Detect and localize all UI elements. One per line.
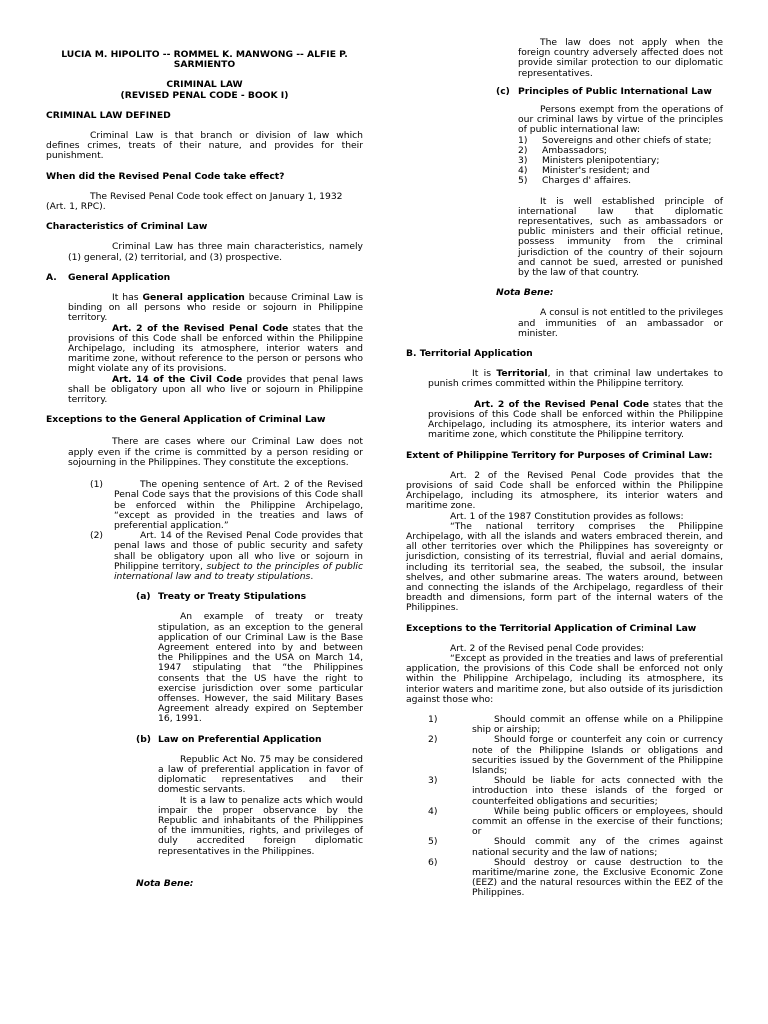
- nota-bene-left: Nota Bene:: [136, 877, 194, 889]
- right-column: [406, 38, 723, 899]
- pil-item-1-text: Sovereigns and other chiefs of state;: [542, 134, 712, 146]
- pil-item-3-num: 3): [518, 155, 528, 167]
- ga-p2-c: states that the provisions of this Code shall be enforced within the Philippine Archipelago, including its atmosphere, interior waters and maritime zone, without reference to the person or persons who might violate any of its provisions.: [68, 322, 363, 375]
- ta-p2-b: Art. 2 of the Revised Penal Code: [474, 398, 649, 410]
- general-application-p3: [46, 375, 363, 406]
- territorial-exception-3-text: Should be liable for acts connected with the introduction into these islands of the forged or counterfeited obligations and securities;: [472, 775, 723, 807]
- heading-territorial-application: B. Territorial Application: [406, 348, 533, 360]
- pil-item-2-num: 2): [518, 144, 528, 156]
- pil-item-5: [518, 176, 723, 186]
- ga-p1-a: It has: [112, 292, 143, 304]
- treaty-label: (a): [136, 591, 151, 603]
- territorial-exception-2-num: 2): [428, 734, 438, 746]
- effectivity-text: The Revised Penal Code took effect on January 1, 1932 (Art. 1, RPC).: [46, 190, 343, 213]
- general-application-p2: [46, 324, 363, 375]
- heading-exceptions-general: Exceptions to the General Application of Criminal Law: [46, 414, 326, 426]
- exception-item-2-text-a: Art. 14 of the Revised Penal Code provides that penal laws and those of public security and safety shall be obligatory upon all who live or sojourn in Philippine territory,: [114, 530, 363, 572]
- pil-text-2: It is well established principle of international law that diplomatic representatives, such as ambassadors or public ministers and their official retinue, possess immunity from the criminal jurisdiction of the country of their sojourn and cannot be sued, arrested or punished by the law of that country.: [518, 195, 723, 279]
- ta-p2-c: states that the provisions of this Code shall be enforced within the Philippine Archipelago, including its atmosphere, its interior waters and maritime zone, which constitute the Philippine territory.: [428, 398, 723, 441]
- heading-treaty: [46, 592, 363, 602]
- ta-p1-b: Territorial: [496, 368, 548, 380]
- ga-p1-c: because Criminal Law is binding on all persons who reside or sojourn in Philippine territory.: [68, 292, 363, 324]
- right-top-text: The law does not apply when the foreign country adversely affected does not provide similar protection to our diplomatic representatives.: [518, 37, 723, 79]
- ga-p1-b: General application: [142, 292, 245, 304]
- territorial-exception-1-num: 1): [428, 713, 438, 725]
- pil-label: (c): [496, 85, 510, 97]
- pil-item-5-text: Charges d' affaires.: [542, 175, 632, 187]
- section-letter-a: A.: [46, 271, 57, 283]
- territorial-exception-2-text: Should forge or counterfeit any coin or currency note of the Philippine Islands or obligations and securities issued by the Government of the Philippine Islands;: [472, 734, 723, 776]
- territorial-exception-6-num: 6): [428, 856, 438, 868]
- heading-characteristics: Characteristics of Criminal Law: [46, 221, 208, 233]
- preferential-text-2: It is a law to penalize acts which would impair the proper observance by the Republic and inhabitants of the Philippines of the immunities, rights, and privileges of duly accredited foreign diplomatic representatives in the Philippines.: [158, 794, 363, 857]
- territorial-p1: [406, 369, 723, 389]
- pil-list: [406, 136, 723, 187]
- exception-item-1-text: The opening sentence of Art. 2 of the Revised Penal Code says that the provisions of this Code shall be enforced within the Philippine Archipelago, “except as provided in the treaties and laws of preferential application.”: [114, 479, 363, 531]
- territorial-exception-6: [406, 858, 723, 899]
- doc-subtitle: (REVISED PENAL CODE - BOOK I): [120, 89, 289, 101]
- exception-item-1: [46, 480, 363, 531]
- doc-title: CRIMINAL LAW: [166, 79, 243, 91]
- nota-bene-right: Nota Bene:: [496, 287, 554, 299]
- exception-item-2: [46, 531, 363, 582]
- ga-p3-b: Art. 14 of the Civil Code: [112, 373, 243, 385]
- preferential-text-1: Republic Act No. 75 may be considered a law of preferential application in favor of diplomatic representatives and their domestic servants.: [158, 753, 363, 796]
- treaty-heading: Treaty or Treaty Stipulations: [158, 591, 307, 603]
- exception-item-2-text-italic: subject to the principles of public international law and to treaty stipulations: [114, 560, 363, 582]
- pil-item-4-text: Minister's resident; and: [542, 165, 650, 177]
- treaty-text: An example of treaty or treaty stipulation, as an exception to the general application of our Criminal Law is the Base Agreement entered into by and between the Philippines and the USA on March 14, 1947 stipulating that “the Philippines consents that the US have the right to exercise jurisdiction over some particular offenses. However, the said Military Bases Agreement already expired on September 16, 1991.: [158, 611, 363, 725]
- section-title-a: General Application: [68, 271, 171, 283]
- territorial-exception-3-num: 3): [428, 775, 438, 787]
- pil-item-2-text: Ambassadors;: [542, 144, 608, 156]
- exception-item-1-num: (1): [90, 479, 104, 491]
- pil-item-1-num: 1): [518, 134, 528, 146]
- exception-item-2-text-end: .: [310, 570, 314, 582]
- territorial-exception-5-num: 5): [428, 836, 438, 848]
- exceptions-territorial-p1: Art. 2 of the Revised penal Code provides:: [450, 642, 645, 654]
- authors: LUCIA M. HIPOLITO -- ROMMEL K. MANWONG -- ALFIE P. SARMIENTO: [61, 49, 348, 71]
- territorial-exception-2: [406, 735, 723, 776]
- preferential-heading: Law on Preferential Application: [158, 733, 322, 745]
- nota-bene-text: A consul is not entitled to the privileges and immunities of an ambassador or minister.: [518, 307, 723, 339]
- preferential-label: (b): [136, 733, 151, 745]
- ga-p3-c: provides that penal laws shall be obligatory upon all who live or sojourn in Philippine territory.: [68, 373, 363, 406]
- defined-text: Criminal Law is that branch or division of law which defines crimes, treats of their nature, and provides for their punishment.: [46, 130, 363, 162]
- territorial-exception-4: [406, 807, 723, 838]
- characteristics-text: Criminal Law has three main characteristics, namely (1) general, (2) territorial, and (3) prospective.: [68, 241, 363, 263]
- heading-extent-territory: Extent of Philippine Territory for Purposes of Criminal Law:: [406, 449, 713, 461]
- general-application-p1: [46, 293, 363, 324]
- territorial-p2: [406, 400, 723, 441]
- exceptions-general-text: There are cases where our Criminal Law does not apply even if the crime is committed by a person residing or sojourning in the Philippines. They constitute the exceptions.: [68, 436, 363, 468]
- territorial-exception-3: [406, 776, 723, 807]
- extent-p3: “The national territory comprises the Philippine Archipelago, with all the islands and waters embraced therein, and all other territories over which the Philippines has sovereignty or jurisdiction, consisting of its terrestrial, fluvial and aerial domains, including its territorial sea, the seabed, the subsoil, the insular shelves, and other submarine areas. The waters around, between and connecting the islands of the Archipelago, regardless of their breadth and dimensions, form part of the internal waters of the Philippines.: [406, 520, 723, 614]
- extent-p2: Art. 1 of the 1987 Constitution provides as follows:: [450, 510, 684, 522]
- exceptions-territorial-p2: “Except as provided in the treaties and laws of preferential application, the provisions of this Code shall be enforced not only within the Philippine Archipelago, including its atmosphere, its interior waters and maritime zone, but also outside of its jurisdiction against those who:: [406, 652, 723, 705]
- heading-public-international-law: [406, 87, 723, 97]
- territorial-exception-5-text: Should commit any of the crimes against national security and the law of nations;: [472, 836, 723, 858]
- exception-item-2-text: [114, 531, 363, 582]
- heading-preferential: [46, 735, 363, 745]
- heading-effectivity: When did the Revised Penal Code take effect?: [46, 170, 285, 182]
- territorial-exception-4-num: 4): [428, 805, 438, 817]
- territorial-exception-6-text: Should destroy or cause destruction to the maritime/marine zone, the Exclusive Economic Zone (EEZ) and the natural resources within the EEZ of the Philippines.: [472, 856, 723, 899]
- left-column: [46, 38, 363, 889]
- pil-item-3-text: Ministers plenipotentiary;: [542, 155, 660, 167]
- heading-exceptions-territorial: Exceptions to the Territorial Application of Criminal Law: [406, 622, 697, 634]
- pil-item-4-num: 4): [518, 165, 528, 177]
- territorial-exception-5: [406, 837, 723, 857]
- heading-criminal-law-defined: CRIMINAL LAW DEFINED: [46, 109, 171, 121]
- territorial-exception-1: [406, 715, 723, 735]
- pil-item-5-num: 5): [518, 175, 528, 187]
- pil-text: Persons exempt from the operations of our criminal laws by virtue of the principles of public international law:: [518, 104, 723, 136]
- territorial-exception-4-text: While being public officers or employees, should commit an offense in the exercise of their functions; or: [472, 805, 723, 838]
- exception-item-2-num: (2): [90, 530, 104, 542]
- territorial-exception-1-text: Should commit an offense while on a Philippine ship or airship;: [472, 713, 723, 736]
- ta-p1-c: , in that criminal law undertakes to punish crimes committed within the Philippine territory.: [428, 368, 723, 390]
- ta-p1-a: It is: [472, 368, 497, 380]
- ga-p2-b: Art. 2 of the Revised Penal Code: [112, 322, 289, 334]
- heading-general-application: [46, 273, 363, 283]
- extent-p1: Art. 2 of the Revised Penal Code provides that the provisions of said Code shall be enforced within the Philippine Archipelago, including its atmosphere, its interior waters and maritime zone.: [406, 469, 723, 512]
- pil-heading: Principles of Public International Law: [518, 85, 712, 97]
